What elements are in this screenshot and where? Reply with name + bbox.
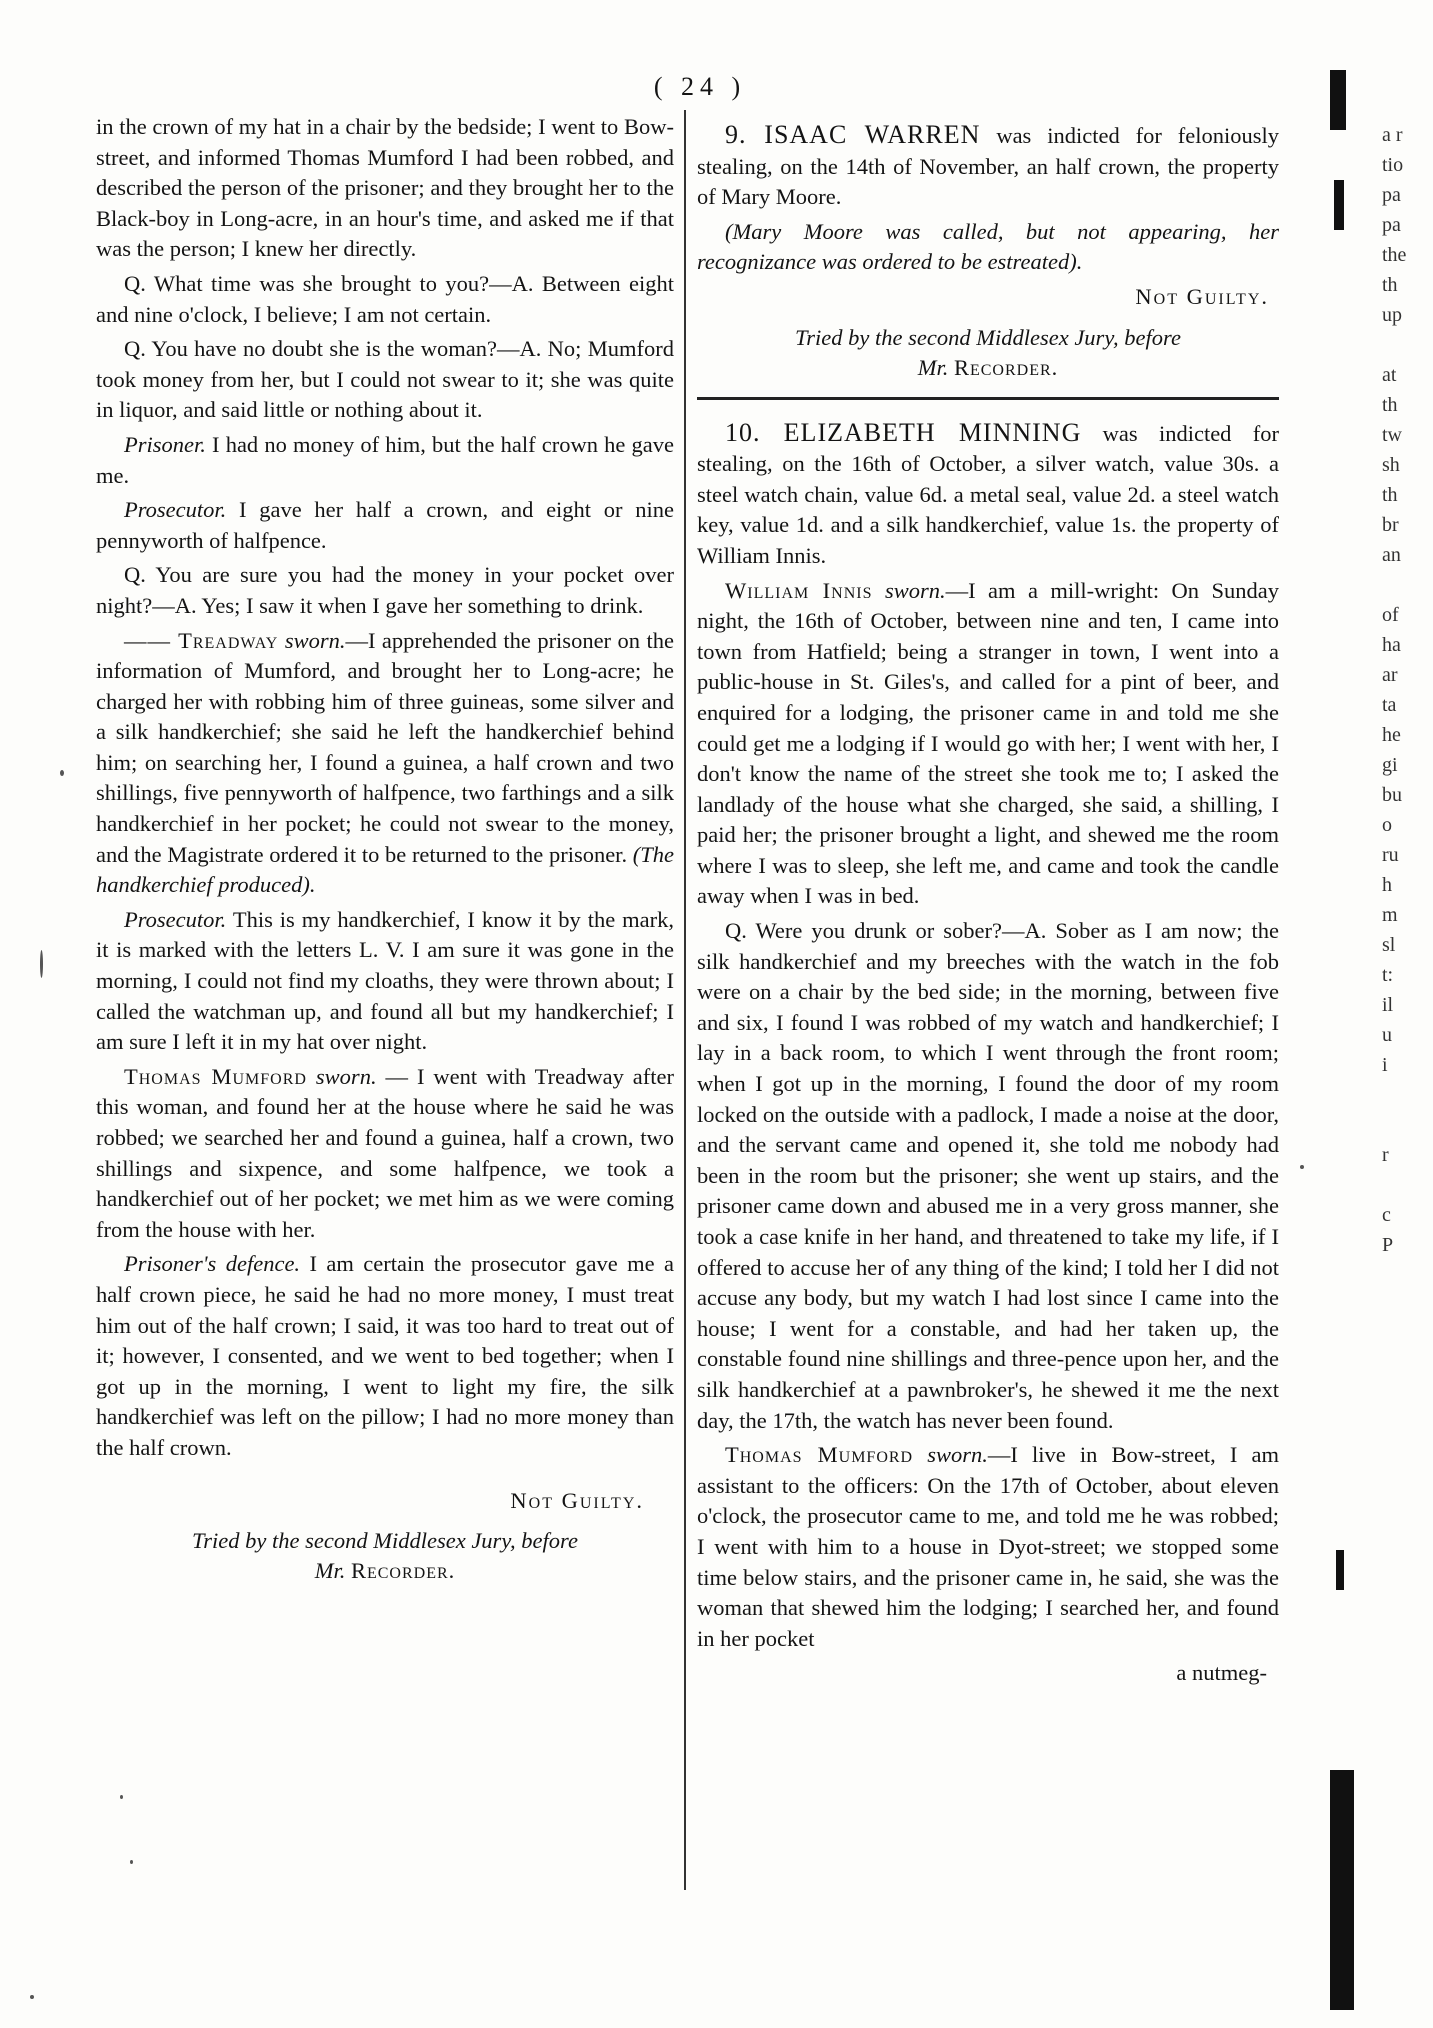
witness-name: —— Treadway <box>124 627 279 653</box>
bleed-fragment: tio <box>1382 154 1404 176</box>
bleed-fragment: ha <box>1382 634 1401 656</box>
judge-prefix: Mr. <box>314 1558 351 1584</box>
bleed-fragment: ta <box>1382 694 1397 716</box>
bleed-fragment: tw <box>1382 424 1402 446</box>
bleed-through-fragments <box>1382 120 1432 1260</box>
left-column <box>96 112 674 1586</box>
right-column <box>697 120 1279 1689</box>
bleed-fragment: ar <box>1382 664 1398 686</box>
bleed-fragment: sl <box>1382 934 1396 956</box>
paragraph-text: This is my handkerchief, I know it by the mark, it is marked with the letters L. V. I am sure it was gone in the morning, I could not find my cloaths, they were thrown about; I called the watchman up, and found all but my handkerchief; I am sure I left it in my hat over night. <box>96 906 674 1055</box>
bleed-fragment: th <box>1382 484 1398 506</box>
judge-prefix: Mr. <box>917 354 954 380</box>
paragraph-text: I am certain the prosecutor gave me a half crown piece, he said he had no more money, I must treat him out of the half crown; I said, it was too hard to treat out of it; however, I consented, and we went to bed together; when I got up in the morning, I went to light my fire, the silk handkerchief was left on the pillow; I had no more money than the half crown. <box>96 1251 674 1460</box>
scan-speck <box>1300 1165 1304 1169</box>
bleed-fragment: r <box>1382 1144 1389 1166</box>
bleed-fragment: ru <box>1382 844 1399 866</box>
bleed-fragment: u <box>1382 1024 1392 1046</box>
bleed-fragment: i <box>1382 1054 1388 1076</box>
page-number: ( 24 ) <box>653 72 747 101</box>
paragraph <box>96 905 674 1058</box>
paragraph-text: —I live in Bow-street, I am assistant to the officers: On the 17th of October, about eleven o'clock, the prosecutor came to me, and told me he was robbed; I went with him to a house in Dyot-street; we stopped some time below stairs, and the prisoner came in, he said, she was the woman that shewed him the lodging; I searched her, and found in her pocket <box>697 1442 1280 1651</box>
ink-smear <box>1330 70 1346 130</box>
bleed-fragment: up <box>1382 304 1402 326</box>
trial-note <box>697 323 1279 383</box>
bleed-fragment <box>1382 1170 1432 1200</box>
bleed-fragment: m <box>1382 904 1398 926</box>
paragraph: Q. Were you drunk or sober?—A. Sober as I am now; the silk handkerchief and my breeches with the watch in the fob were on a chair by the bed side; in the morning, between five and six, I found I was robbed of my watch and handkerchief; I lay in a back room, to which I went through the front room; when I got up in the morning, I found the door of my room locked on the outside with a padlock, I made a noise at the door, and the servant came and opened it, she told me nobody had been in the room but the prisoner; she went up stairs, and the prisoner came down and abused me in a very gross manner, she took a case knife in her hand, and threatened to take my life, if I offered to accuse her of any thing of the kind; I told her I did not accuse any body, but my watch I had lost since I came into the house; I went for a constable, and had her taken up, the constable found nine shillings and three-pence upon her, and the silk handkerchief at a pawnbroker's, he shewed it me the next day, the 17th, the watch has never been found. <box>697 918 1279 1433</box>
paragraph-text: I had no money of him, but the half crown he gave me. <box>96 431 674 488</box>
judge-title: Recorder. <box>350 1558 456 1584</box>
bleed-fragment: c <box>1382 1204 1391 1226</box>
sworn-label: sworn. <box>278 627 346 653</box>
scan-speck <box>120 1795 123 1799</box>
bleed-fragment <box>1382 1080 1432 1110</box>
witness-name: William Innis <box>725 577 873 603</box>
paragraph: Q. You are sure you had the money in your pocket over night?—A. Yes; I saw it when I gave her something to drink. <box>96 562 674 618</box>
paragraph-text: —I apprehended the prisoner on the information of Mumford, and brought her to Long-acre; he charged her with robbing him of three guineas, some silver and a silk handkerchief; she said he left the handkerchief behind him; on searching her, I found a guinea, a half crown and two shillings, five pennyworth of halfpence, two farthings and a silk handkerchief in her pocket; he could not swear to the money, and the Magistrate ordered it to be returned to the prisoner. <box>96 627 674 867</box>
paragraph-text: was indicted for stealing, on the 16th of October, a silver watch, value 30s. a steel watch chain, value 6d. a metal seal, value 2d. a steel watch key, value 1d. and a silk handkerchief, value 1s. the property of William Innis. <box>697 420 1279 568</box>
bleed-fragment: an <box>1382 544 1401 566</box>
paragraph <box>96 1062 674 1246</box>
bleed-fragment: br <box>1382 514 1399 536</box>
case-number-defendant: 9. ISAAC WARREN <box>725 120 981 149</box>
bleed-fragment: a r <box>1382 124 1403 146</box>
speaker-label: Prosecutor. <box>124 497 227 523</box>
ink-smear <box>1336 1550 1344 1590</box>
trial-note <box>96 1526 674 1586</box>
paragraph-text: I gave her half a crown, and eight or nine pennyworth of halfpence. <box>96 497 674 553</box>
bleed-fragment: il <box>1382 994 1394 1016</box>
bleed-fragment: pa <box>1382 214 1401 236</box>
sworn-label: sworn. <box>913 1442 988 1468</box>
paragraph-text: —I am a mill-wright: On Sunday night, the 16th of October, between nine and ten, I came into town from Hatfield; being a stranger in town, I went into a public-house in St. Giles's, and called for a pint of beer, and enquired for a lodging, the prisoner came in and told me she could get me a lodging if I would go with her; I went with her, I don't know the name of the street she took me to; I asked the landlady of the house what she charged, she said, a shilling, I paid her; the prisoner brought a light, and shewed me the room where I was to sleep, she left me, and came and took the candle away when I was in bed. <box>697 577 1279 909</box>
bleed-fragment: pa <box>1382 184 1401 206</box>
scan-speck <box>130 1860 133 1864</box>
bleed-fragment: P <box>1382 1234 1394 1256</box>
catchword: a nutmeg- <box>1176 1660 1267 1686</box>
bleed-fragment <box>1382 330 1432 360</box>
paragraph <box>697 1440 1279 1654</box>
bleed-fragment: bu <box>1382 784 1402 806</box>
scan-speck <box>60 770 64 776</box>
paragraph: Q. You have no doubt she is the woman?—A. No; Mumford took money from her, but I could not swear to it; she was quite in liquor, and said little or nothing about it. <box>96 336 674 423</box>
judge-title: Recorder. <box>953 354 1059 380</box>
verdict: Not Guilty. <box>510 1487 644 1513</box>
sworn-label: sworn. <box>306 1063 377 1089</box>
speaker-label: Prisoner's defence. <box>124 1251 301 1277</box>
paragraph: Q. What time was she brought to you?—A. Between eight and nine o'clock, I believe; I am not certain. <box>96 270 674 327</box>
paragraph <box>697 576 1279 913</box>
trial-note-line: Tried by the second Middlesex Jury, before <box>795 324 1181 350</box>
case-note: (Mary Moore was called, but not appearing, her recognizance was ordered to be estreated). <box>697 218 1279 275</box>
binding-edge <box>1330 70 1350 2010</box>
paragraph <box>96 626 674 901</box>
ink-smear <box>1330 1770 1354 2010</box>
bleed-fragment: at <box>1382 364 1397 386</box>
paragraph: in the crown of my hat in a chair by the bedside; I went to Bow-street, and informed Thomas Mumford I had been robbed, and described the person of the prisoner; and they brought her to the Black-boy in Long-acre, in an hour's time, and asked me if that was the person; I knew her directly. <box>96 114 674 262</box>
bleed-fragment: he <box>1382 724 1401 746</box>
trial-note-line <box>697 353 1279 383</box>
witness-name: Thomas Mumford <box>124 1063 307 1089</box>
paragraph <box>96 495 674 556</box>
trial-note-line: Tried by the second Middlesex Jury, before <box>192 1528 578 1554</box>
scan-speck <box>40 950 43 978</box>
sworn-label: sworn. <box>872 577 946 603</box>
speaker-label: Prosecutor. <box>124 906 227 932</box>
paragraph-text: — I went with Treadway after this woman, and found her at the house where he said he was robbed; we searched her and found a guinea, half a crown, two shillings and sixpence, and some halfpence, we took a handkerchief out of her pocket; we met him as we were coming from the house with her. <box>96 1063 674 1242</box>
bleed-fragment <box>1382 570 1432 600</box>
exhibit-note: (The handkerchief produced). <box>96 841 674 898</box>
column-divider <box>684 110 686 1890</box>
section-rule <box>697 397 1279 400</box>
speaker-label: Prisoner. <box>124 431 206 457</box>
bleed-fragment: o <box>1382 814 1392 836</box>
paragraph <box>96 1249 674 1463</box>
case-heading <box>697 120 1279 213</box>
bleed-fragment: gi <box>1382 754 1398 776</box>
bleed-fragment: th <box>1382 394 1398 416</box>
scan-speck <box>30 1995 34 1999</box>
bleed-fragment: th <box>1382 274 1398 296</box>
bleed-fragment: of <box>1382 604 1399 626</box>
paragraph-text: was indicted for feloniously stealing, on the 14th of November, an half crown, the property of Mary Moore. <box>697 123 1279 210</box>
bleed-fragment: t: <box>1382 964 1394 986</box>
ink-smear <box>1334 180 1344 230</box>
witness-name: Thomas Mumford <box>725 1442 914 1468</box>
verdict: Not Guilty. <box>1135 283 1269 309</box>
case-heading <box>697 418 1279 572</box>
bleed-fragment: h <box>1382 874 1392 896</box>
bleed-fragment: the <box>1382 244 1407 266</box>
trial-note-line <box>96 1556 674 1586</box>
bleed-fragment <box>1382 1110 1432 1140</box>
bleed-fragment: sh <box>1382 454 1400 476</box>
paragraph <box>96 430 674 491</box>
case-number-defendant: 10. ELIZABETH MINNING <box>725 417 1082 447</box>
